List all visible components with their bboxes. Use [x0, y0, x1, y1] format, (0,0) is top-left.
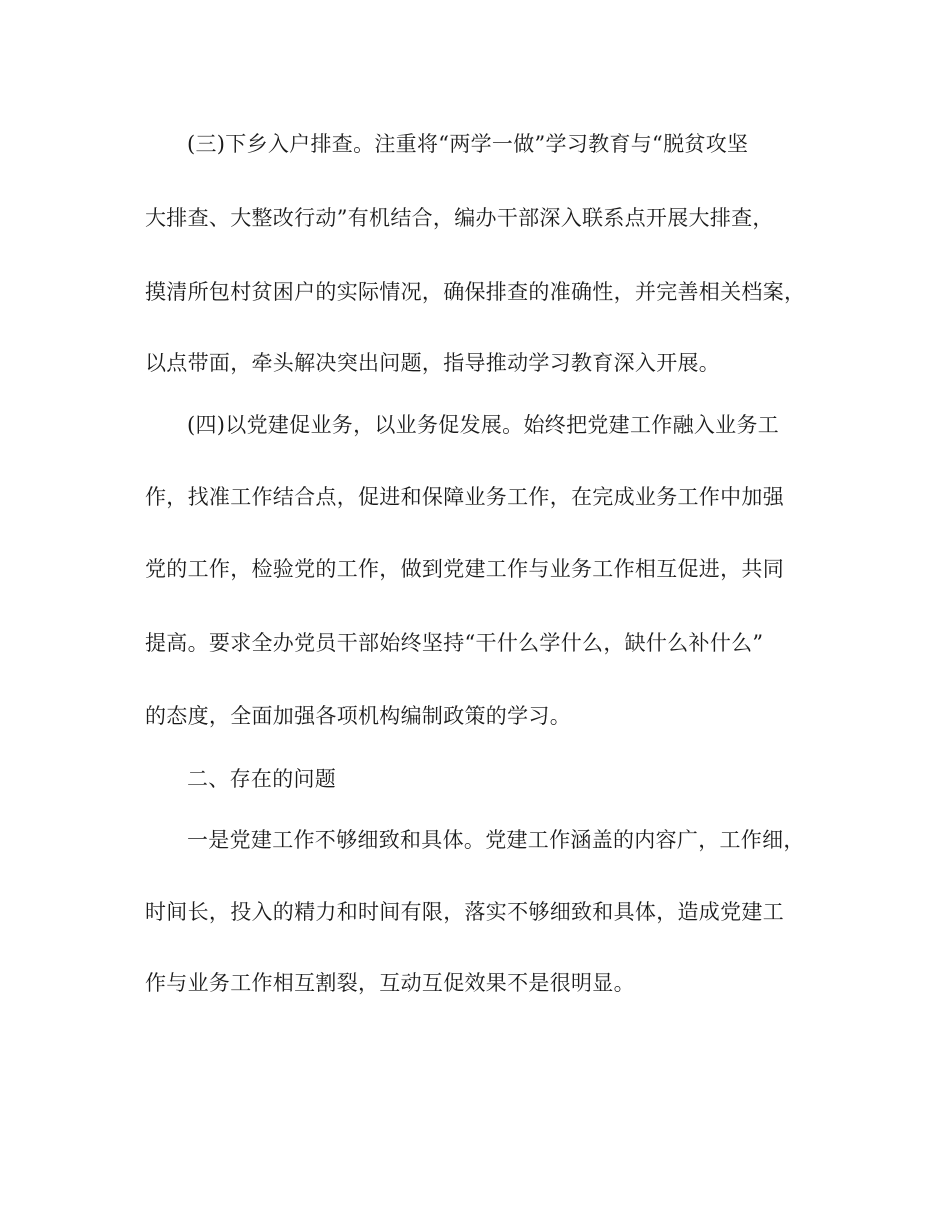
text-line: 作，找准工作结合点，促进和保障业务工作，在完成业务工作中加强 — [145, 485, 784, 509]
text-line: 一是党建工作不够细致和具体。党建工作涵盖的内容广，工作细， — [187, 828, 805, 852]
text-line: 提高。要求全办党员干部始终坚持“干什么学什么，缺什么补什么” — [145, 631, 764, 655]
text-line: 时间长，投入的精力和时间有限，落实不够细致和具体，造成党建工 — [145, 900, 784, 924]
text-line: (三)下乡入户排查。注重将“两学一做”学习教育与“脱贫攻坚 — [187, 132, 749, 156]
text-line: 的态度，全面加强各项机构编制政策的学习。 — [145, 704, 571, 728]
text-line: (四)以党建促业务，以业务促发展。始终把党建工作融入业务工 — [187, 413, 780, 437]
text-line: 大排查、大整改行动”有机结合，编办干部深入联系点开展大排查， — [145, 206, 774, 230]
text-line: 摸清所包村贫困户的实际情况，确保排查的准确性，并完善相关档案， — [145, 280, 806, 304]
text-line: 党的工作，检验党的工作，做到党建工作与业务工作相互促进，共同 — [145, 557, 784, 581]
text-line: 以点带面，牵头解决突出问题，指导推动学习教育深入开展。 — [145, 351, 721, 375]
text-line: 作与业务工作相互割裂，互动互促效果不是很明显。 — [145, 971, 635, 995]
section-heading: 二、存在的问题 — [187, 767, 337, 791]
